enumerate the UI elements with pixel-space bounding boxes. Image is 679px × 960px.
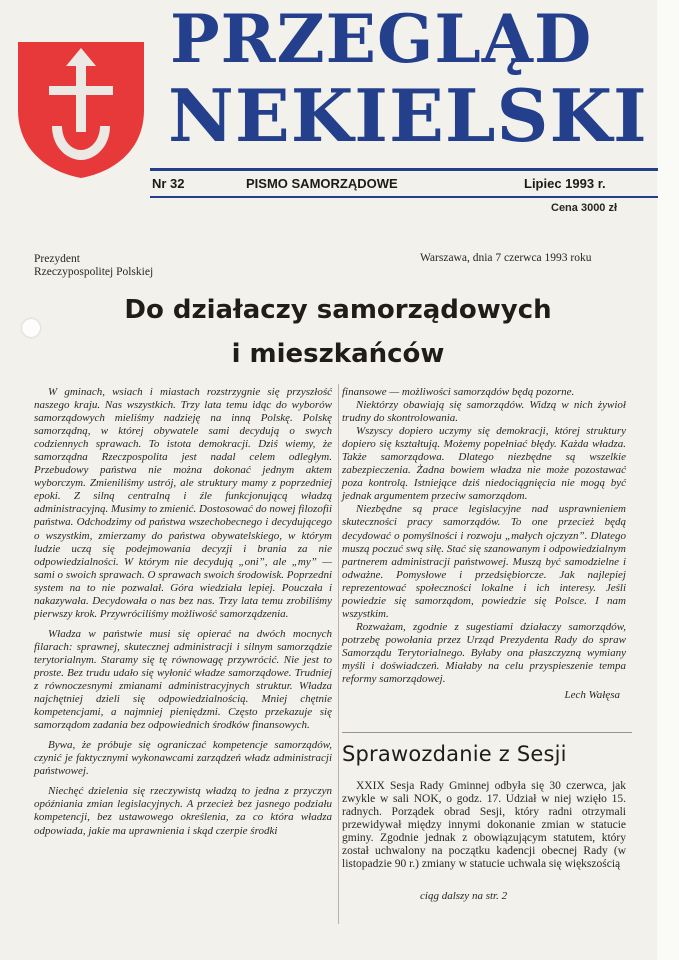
- headline-line-1: Do działaczy samorządowych: [124, 295, 552, 325]
- paragraph: Niektórzy obawiają się samorządów. Widzą w nich żywioł trudny do skontrolowania.: [342, 399, 626, 425]
- issue-number: Nr 32: [152, 176, 185, 191]
- paragraph: XXIX Sesja Rady Gminnej odbyła się 30 czerwca, jak zwykle w sali NOK, o godz. 17. Udział w niej wzięło 15. radnych. Porządek obrad Sesji, który radni otrzymali przewidywał między innymi dokonanie zmian w statucie gminy. Zgodnie jednak z obowiązującym statutem, który został uchwalony na początku kadencji obecnej Rady (w listopadzie 90 r.) zmiany w statucie uchwala się większością: [342, 780, 626, 870]
- continued-note: ciąg dalszy na str. 2: [420, 890, 508, 902]
- issue-subtitle: PISMO SAMORZĄDOWE: [246, 176, 398, 191]
- paragraph: W gminach, wsiach i miastach rozstrzygnie się przyszłość naszego kraju. Nas wszystkich. Trzy lata temu idąc do wyborów samorządowych mieliśmy nadzieję na inną Polskę. Polskę samorządną, w której obywatele sami decydują o swych codziennych sprawach. To istota demokracji. Dziś wiemy, że samorządna Rzeczpospolita jest nadal celem odległym. Przebudowy państwa nie można dokonać jednym aktem wyborczym. Zmieniliśmy ustrój, ale struktury mamy z poprzedniej epoki. Z silną centralną i źle funkcjonującą władzą administracyjną. Musimy to zmienić. Dostosować do nowej filozofii państwa. Odchodzimy od państwa wszechobecnego i decydującego o wszystkim, zmierzamy do państwa obywatelskiego, w którym ludzie uczą się podejmowania decyzji i brania za nie odpowiedzialności. W którym nie decydują „oni”, ale „my” — sami o swoich sprawach. O sprawach swoich środowisk. Poprzedni system na to nie pozwalał. Góra wiedziała lepiej. Pouczała i nakazywała. Decydowała o nas bez nas. Trzy lata temu zrobiliśmy pierwszy krok. Przywróciliśmy możliwość samorządzenia.: [34, 386, 332, 620]
- paragraph: Rozważam, zgodnie z sugestiami działaczy samorządów, potrzebę powołania przez Urząd Prezydenta Rady do spraw Samorządu Terytorialnego. Byłaby ona płaszczyzną wymiany myśli i doświadczeń. Miałaby na celu przyspieszenie tempa reformy samorządowej.: [342, 620, 626, 686]
- paragraph: Niechęć dzielenia się rzeczywistą władzą to jedna z przyczyn opóźniania zmian legislacyjnych. A przecież bez jasnego podziału kompetencji, bez ustawowego określenia, za co która władza odpowiada, jakie ma uprawnienia i skąd czerpie środki: [34, 785, 332, 837]
- article-headline: [40, 288, 636, 376]
- sender-line-2: Rzeczypospolitej Polskiej: [34, 266, 154, 278]
- letter-dateline: Warszawa, dnia 7 czerwca 1993 roku: [420, 252, 592, 264]
- coat-of-arms-logo: [16, 40, 146, 180]
- section-rule: [342, 732, 632, 733]
- paragraph: Niezbędne są prace legislacyjne nad usprawnieniem skuteczności pracy samorządów. To one przecież będą decydować o pomyślności i rozwoju „małych ojczyzn”. Dlatego muszą poczuć swą siłę. Stać się szanowanym i odpowiedzialnym partnerem administracji państwowej. Muszą być samodzielne i odważne. Pomysłowe i przedsiębiorcze. Jak najlepiej reprezentować społeczności lokalne i ich interesy. Jeśli powiedzie się samorządom, powiedzie się Polsce. I nam wszystkim.: [342, 503, 626, 620]
- masthead-rule-top: [150, 168, 658, 171]
- issue-price: Cena 3000 zł: [551, 202, 618, 214]
- letter-sender: [34, 253, 153, 279]
- report-body: [342, 780, 626, 871]
- signature: Lech Wałęsa: [564, 689, 620, 702]
- report-heading: Sprawozdanie z Sesji: [342, 742, 567, 766]
- column-divider: [338, 384, 339, 924]
- issue-date: Lipiec 1993 r.: [524, 176, 606, 191]
- page-edge: [657, 0, 679, 960]
- paragraph: Bywa, że próbuje się ograniczać kompetencje samorządów, czynić je faktycznymi wykonawcami zarządzeń władz administracji państwowej.: [34, 739, 332, 778]
- letter-column-right: [342, 386, 626, 702]
- paragraph: Władza w państwie musi się opierać na dwóch mocnych filarach: sprawnej, skutecznej administracji i silnym samorządzie terytorialnym. Staramy się tę równowagę przywrócić. Nie jest to proste. Bez trudu udało się wyłonić władze samorządowe. Trudniej z równoczesnymi zmianami administracyjnych struktur. Władza najchętniej dzieli się odpowiedzialnością. Mniej chętnie kompetencjami, a najmniej pieniędzmi. Często przekazuje się samorządom zadania bez odpowiednich środków finansowych.: [34, 627, 332, 732]
- punch-hole: [22, 319, 40, 337]
- masthead-rule-bottom: [150, 196, 658, 198]
- paragraph: finansowe — możliwości samorządów będą pozorne.: [342, 386, 575, 398]
- paragraph: Wszyscy dopiero uczymy się demokracji, której struktury dopiero się kształtują. Możemy popełniać błędy. Każda władza. Także samorządowa. Dlatego niezbędne są wszelkie zabezpieczenia. Żadna bowiem władza nie może pozostawać poza kontrolą. Istniejące dziś niedociągnięcia nie mogą być jednak argumentem przeciw samorządom.: [342, 425, 626, 503]
- issue-info-bar: [152, 174, 626, 194]
- masthead-line-1: PRZEGLĄD: [170, 0, 593, 78]
- masthead-line-2: NEKIELSKI: [168, 73, 648, 158]
- sender-line-1: Prezydent: [34, 253, 80, 265]
- headline-line-2: i mieszkańców: [231, 339, 445, 369]
- letter-column-left: [34, 386, 332, 838]
